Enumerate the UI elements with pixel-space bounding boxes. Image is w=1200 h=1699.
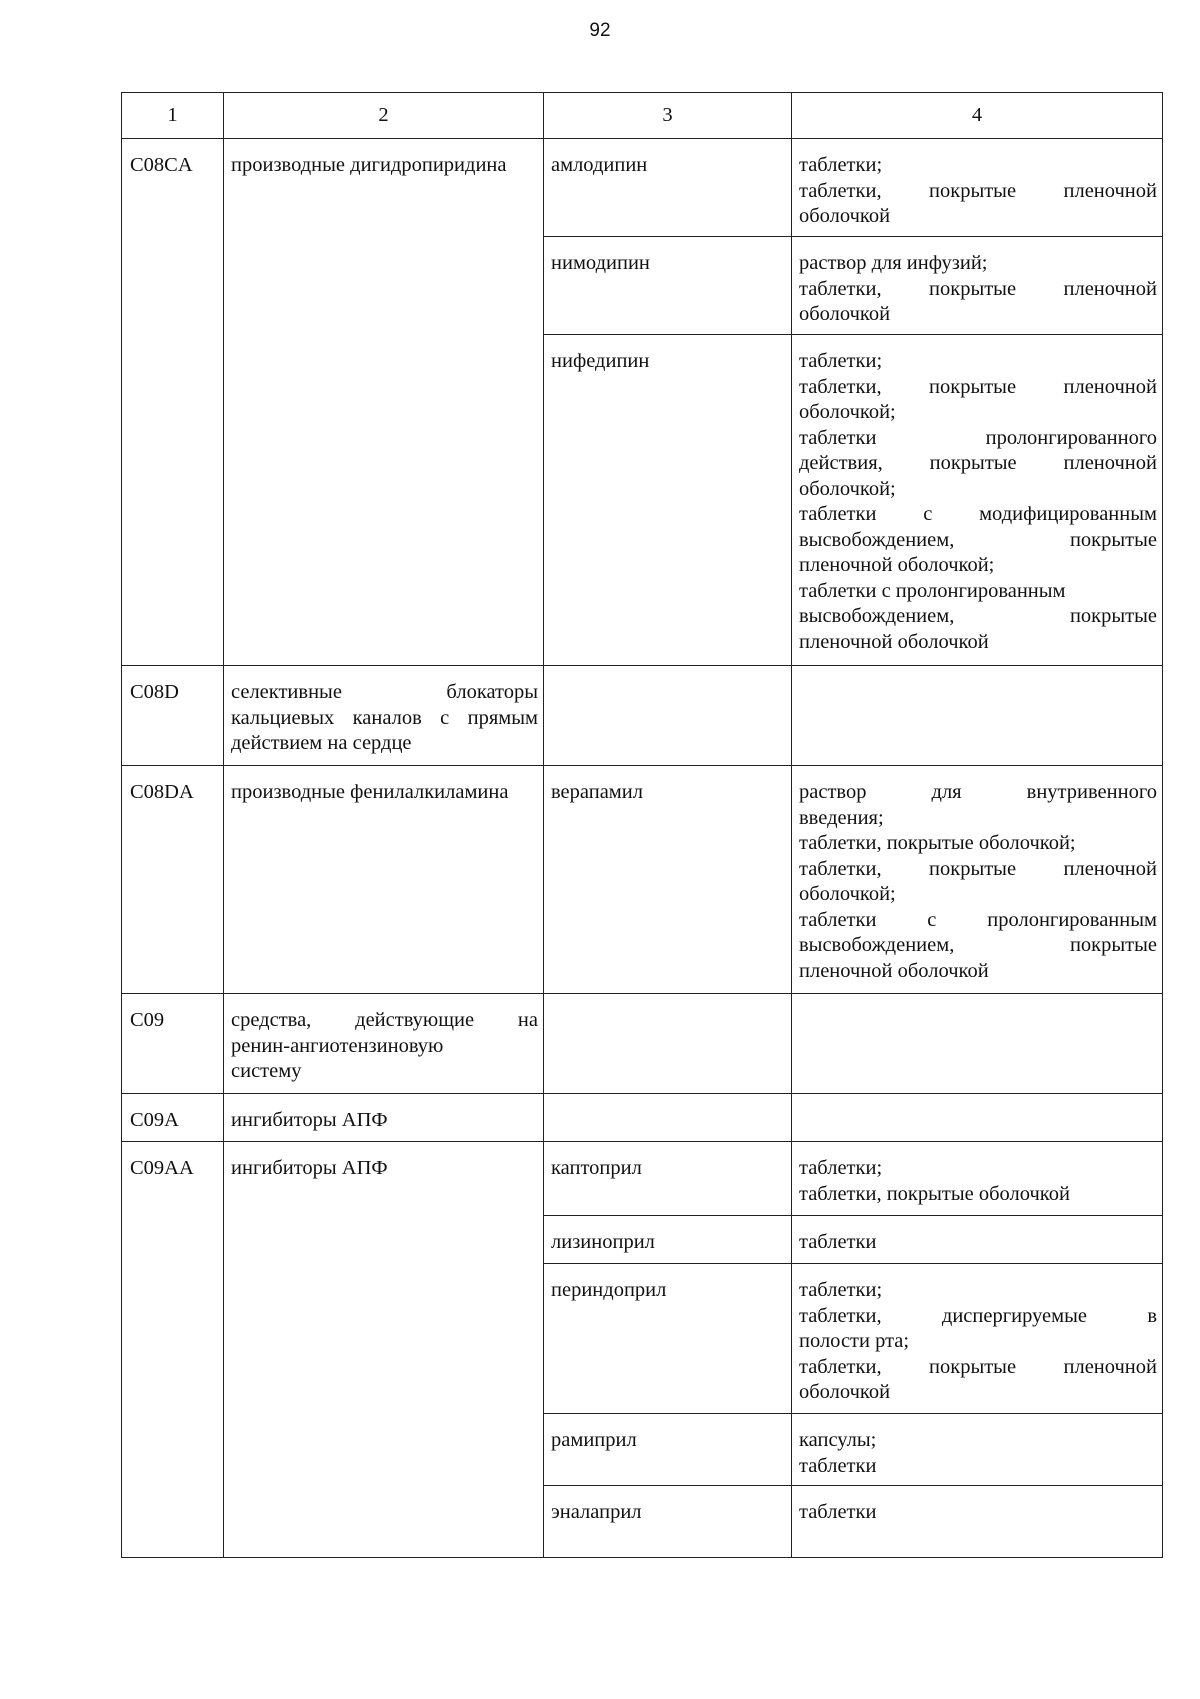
group-name-line: селективные блокаторы xyxy=(231,681,538,703)
drug-name-cell xyxy=(544,666,792,766)
dosage-form-line: введения; xyxy=(799,806,884,829)
column-header-1: 1 xyxy=(122,93,224,139)
dosage-form-line: действия, покрытые пленочной xyxy=(799,452,1157,474)
group-name-cell: производные дигидропиридина xyxy=(224,139,544,666)
dosage-form-line: таблетки, покрытые пленочной xyxy=(799,375,1157,398)
drug-name-cell: периндоприл xyxy=(544,1264,792,1414)
dosage-form-line: оболочкой; xyxy=(799,477,896,500)
dosage-form-line: оболочкой xyxy=(799,303,891,325)
dosage-forms-cell xyxy=(792,335,1163,666)
dosage-form-line: таблетки пролонгированного xyxy=(799,426,1157,449)
dosage-form-line: пленочной оболочкой xyxy=(799,959,989,982)
dosage-form-line: капсулы; xyxy=(799,1429,877,1451)
drug-name-cell: каптоприл xyxy=(544,1142,792,1216)
atc-code-cell: C08CA xyxy=(122,139,224,666)
dosage-form-line: оболочкой; xyxy=(799,883,896,905)
dosage-form-line: высвобождением, покрытые xyxy=(799,605,1157,627)
group-name-line: средства, действующие на xyxy=(231,1009,538,1031)
atc-code-cell: C09A xyxy=(122,1094,224,1142)
dosage-form-line: таблетки xyxy=(799,1501,877,1523)
dosage-form-line: таблетки, покрытые пленочной xyxy=(799,277,1157,300)
drug-name-cell: эналаприл xyxy=(544,1486,792,1558)
dosage-form-line: таблетки, покрытые пленочной xyxy=(799,857,1157,880)
dosage-form-line: таблетки, покрытые пленочной xyxy=(799,179,1157,202)
drug-name-cell xyxy=(544,1094,792,1142)
drug-name-cell: рамиприл xyxy=(544,1414,792,1486)
dosage-form-line: высвобождением, покрытые xyxy=(799,528,1157,551)
dosage-form-line: таблетки; xyxy=(799,1157,883,1179)
atc-code-cell: C09 xyxy=(122,994,224,1094)
dosage-forms-cell xyxy=(792,1414,1163,1486)
group-name-cell: ингибиторы АПФ xyxy=(224,1142,544,1558)
dosage-form-line: пленочной оболочкой; xyxy=(799,554,995,576)
dosage-form-line: таблетки xyxy=(799,1231,877,1253)
dosage-form-line: оболочкой xyxy=(799,1381,891,1403)
group-name-line: систему xyxy=(231,1060,302,1082)
table-row xyxy=(122,1094,1163,1142)
drug-name-cell: нифедипин xyxy=(544,335,792,666)
drug-name-cell: лизиноприл xyxy=(544,1216,792,1264)
group-name-line: действием на сердце xyxy=(231,732,412,754)
dosage-form-line: таблетки, покрытые пленочной xyxy=(799,1355,1157,1378)
group-name-line: ренин-ангиотензиновую xyxy=(231,1034,444,1057)
drug-name-cell: нимодипин xyxy=(544,237,792,335)
group-name-cell: ингибиторы АПФ xyxy=(224,1094,544,1142)
dosage-form-line: таблетки; xyxy=(799,154,883,176)
dosage-form-line: таблетки с модифицированным xyxy=(799,503,1157,525)
dosage-form-line: таблетки, покрытые оболочкой; xyxy=(799,832,1076,854)
drug-classification-table xyxy=(121,92,1163,1558)
dosage-forms-cell xyxy=(792,994,1163,1094)
dosage-forms-cell xyxy=(792,1264,1163,1414)
dosage-form-line: таблетки, покрытые оболочкой xyxy=(799,1182,1070,1205)
group-name-line: кальциевых каналов с прямым xyxy=(231,706,538,729)
drug-name-cell: верапамил xyxy=(544,766,792,994)
dosage-forms-cell xyxy=(792,1486,1163,1558)
dosage-forms-cell xyxy=(792,237,1163,335)
dosage-forms-cell xyxy=(792,1216,1163,1264)
page-number: 92 xyxy=(589,20,611,41)
dosage-form-line: раствор для внутривенного xyxy=(799,781,1157,803)
dosage-form-line: таблетки; xyxy=(799,1279,883,1301)
dosage-form-line: пленочной оболочкой xyxy=(799,630,989,653)
column-header-3: 3 xyxy=(544,93,792,139)
table-row xyxy=(122,766,1163,994)
atc-code-cell: C08DA xyxy=(122,766,224,994)
table-row xyxy=(122,1142,1163,1216)
dosage-form-line: таблетки с пролонгированным xyxy=(799,908,1157,931)
dosage-forms-cell xyxy=(792,1142,1163,1216)
dosage-forms-cell xyxy=(792,139,1163,237)
dosage-form-line: раствор для инфузий; xyxy=(799,252,988,274)
dosage-forms-cell xyxy=(792,766,1163,994)
drug-name-cell: амлодипин xyxy=(544,139,792,237)
column-header-2: 2 xyxy=(224,93,544,139)
dosage-form-line: таблетки; xyxy=(799,350,883,372)
dosage-form-line: оболочкой xyxy=(799,205,891,227)
table-row xyxy=(122,666,1163,766)
dosage-form-line: полости рта; xyxy=(799,1330,910,1352)
atc-code-cell: C09AA xyxy=(122,1142,224,1558)
atc-code-cell: C08D xyxy=(122,666,224,766)
dosage-form-line: оболочкой; xyxy=(799,401,896,423)
dosage-form-line: высвобождением, покрытые xyxy=(799,934,1157,956)
column-header-4: 4 xyxy=(792,93,1163,139)
dosage-form-line: таблетки, диспергируемые в xyxy=(799,1304,1157,1327)
table-header-row xyxy=(122,93,1163,139)
group-name-cell xyxy=(224,666,544,766)
dosage-form-line: таблетки xyxy=(799,1454,877,1477)
dosage-forms-cell xyxy=(792,666,1163,766)
group-name-cell: производные фенилалкиламина xyxy=(224,766,544,994)
group-name-cell xyxy=(224,994,544,1094)
dosage-form-line: таблетки с пролонгированным xyxy=(799,579,1066,602)
table-row xyxy=(122,994,1163,1094)
dosage-forms-cell xyxy=(792,1094,1163,1142)
drug-name-cell xyxy=(544,994,792,1094)
table-row xyxy=(122,139,1163,237)
